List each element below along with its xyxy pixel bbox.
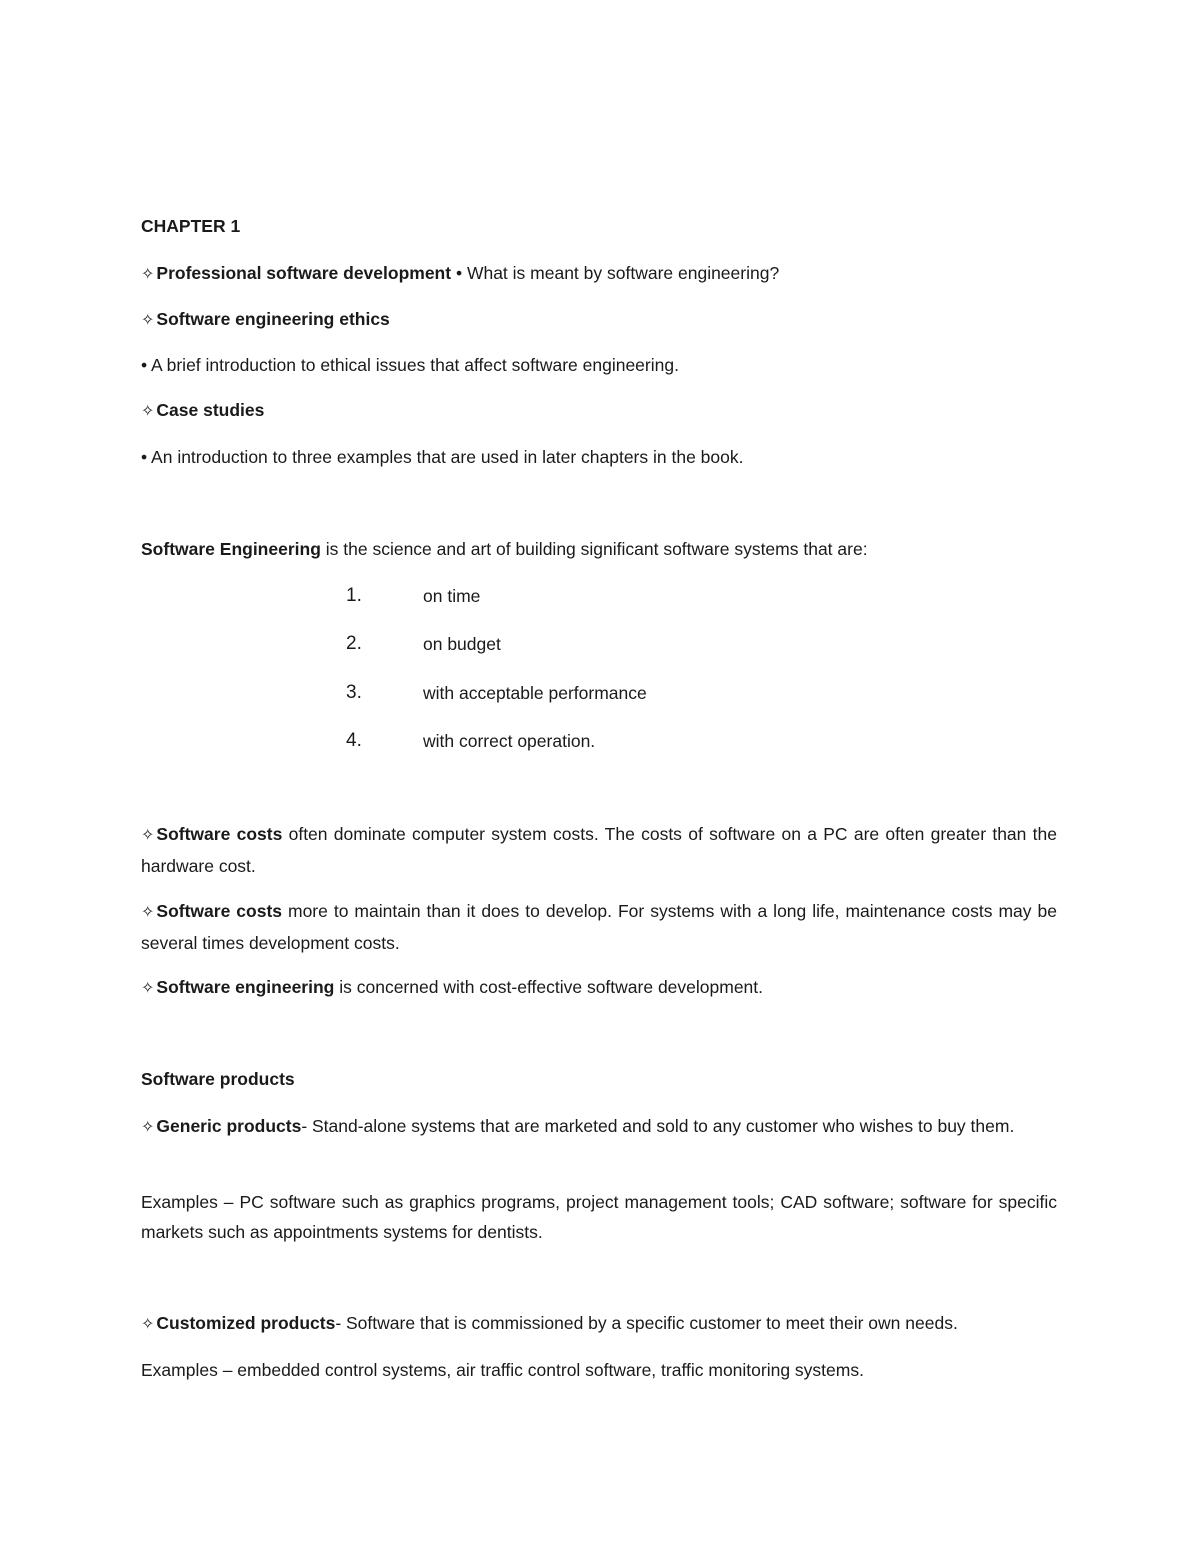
definition-text: is the science and art of building significant software systems that are: [325,539,868,559]
intro-bullet-ethics [141,350,1057,380]
star-icon: ✧ [141,904,155,921]
intro-item-case-studies [141,395,1057,427]
intro-item-professional-text: • What is meant by software engineering? [455,263,780,283]
star-icon: ✧ [141,403,155,420]
list-item-text: with correct operation. [423,731,596,751]
customized-products-text: - Software that is commissioned by a specific customer to meet their own needs. [335,1313,958,1333]
customized-examples-paragraph: Examples – embedded control systems, air traffic control software, traffic monitoring systems. [141,1360,864,1380]
list-item-text: on time [423,586,481,606]
generic-products-bold: Generic products [156,1116,302,1136]
star-icon: ✧ [141,1119,155,1136]
costs-paragraph-2-text: more to maintain than it does to develop. For systems with a long life, maintenance costs may be several times development costs. [141,901,1057,953]
costs-paragraph-3-text: is concerned with cost-effective software development. [339,977,764,997]
intro-item-ethics [141,304,1057,336]
intro-item-case-studies-bold: Case studies [156,400,265,420]
costs-paragraph-1-bold: Software costs [156,824,283,844]
generic-examples-paragraph: Examples – PC software such as graphics programs, project management tools; CAD software; software for specific markets such as appointments systems for dentists. [141,1192,1057,1242]
costs-paragraph-1-text: often dominate computer system costs. The costs of software on a PC are often greater than the hardware cost. [141,824,1057,876]
list-number: 4. [346,730,362,751]
generic-products-text: - Stand-alone systems that are marketed and sold to any customer who wishes to buy them. [301,1116,1015,1136]
star-icon: ✧ [141,312,155,329]
list-number: 2. [346,633,362,654]
bullet-icon: • [141,355,148,375]
customized-products-bold: Customized products [156,1313,336,1333]
list-number: 3. [346,682,362,703]
costs-paragraph-2-bold: Software costs [156,901,283,921]
intro-bullet-case-studies [141,442,1057,472]
customized-products-paragraph [141,1308,1057,1340]
star-icon: ✧ [141,266,155,283]
bullet-icon: • [141,447,148,467]
chapter-title: CHAPTER 1 [141,216,241,236]
intro-item-professional-bold: Professional software development [156,263,452,283]
costs-paragraph-3 [141,972,1057,1004]
section-heading-software-products: Software products [141,1069,295,1089]
costs-paragraph-3-bold: Software engineering [156,977,335,997]
list-number: 1. [346,585,362,606]
intro-item-professional [141,258,1057,290]
star-icon: ✧ [141,980,155,997]
costs-paragraph-2 [141,896,1057,958]
intro-bullet-case-studies-text: An introduction to three examples that are used in later chapters in the book. [151,447,744,467]
definition-sentence [141,534,1057,564]
intro-item-ethics-bold: Software engineering ethics [156,309,390,329]
list-item-text: on budget [423,634,501,654]
definition-term: Software Engineering [141,539,321,559]
generic-products-paragraph [141,1111,1057,1143]
intro-bullet-ethics-text: A brief introduction to ethical issues that affect software engineering. [151,355,679,375]
star-icon: ✧ [141,827,155,844]
star-icon: ✧ [141,1316,155,1333]
list-item-text: with acceptable performance [423,683,647,703]
costs-paragraph-1 [141,819,1057,881]
